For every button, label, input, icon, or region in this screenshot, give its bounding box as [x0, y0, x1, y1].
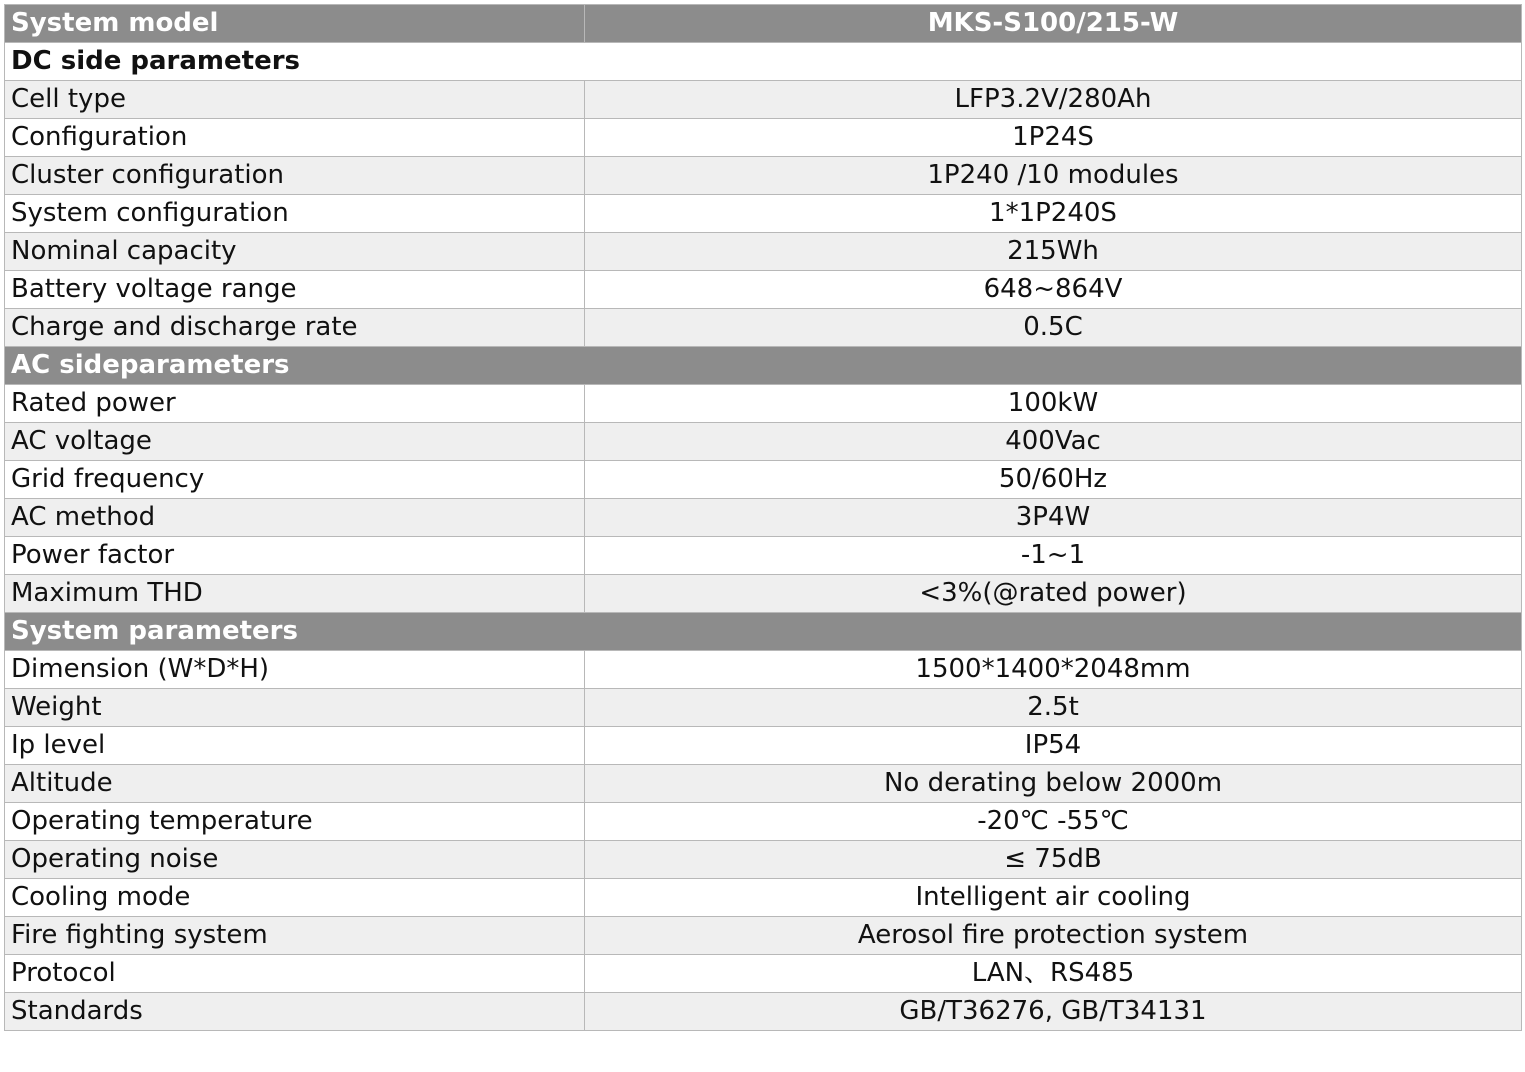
param-label: Cooling mode — [5, 879, 585, 917]
header-model-value: MKS-S100/215-W — [585, 5, 1522, 43]
param-label: Protocol — [5, 955, 585, 993]
table-row — [5, 537, 1522, 575]
param-value: <3%(@rated power) — [585, 575, 1522, 613]
param-label: System configuration — [5, 195, 585, 233]
param-label: Battery voltage range — [5, 271, 585, 309]
section-header-row — [5, 43, 1522, 81]
param-value: 0.5C — [585, 309, 1522, 347]
table-row — [5, 385, 1522, 423]
table-row — [5, 309, 1522, 347]
param-label: Nominal capacity — [5, 233, 585, 271]
param-label: Ip level — [5, 727, 585, 765]
param-value: -1~1 — [585, 537, 1522, 575]
param-value: Aerosol fire protection system — [585, 917, 1522, 955]
table-row — [5, 879, 1522, 917]
param-value: ≤ 75dB — [585, 841, 1522, 879]
section-title: DC side parameters — [5, 43, 1522, 81]
header-label: System model — [5, 5, 585, 43]
param-label: Cell type — [5, 81, 585, 119]
section-header-row — [5, 613, 1522, 651]
param-label: Cluster configuration — [5, 157, 585, 195]
param-label: Operating noise — [5, 841, 585, 879]
param-label: AC voltage — [5, 423, 585, 461]
spec-table — [4, 4, 1522, 1031]
section-title: System parameters — [5, 613, 1522, 651]
param-value: 1P24S — [585, 119, 1522, 157]
table-row — [5, 727, 1522, 765]
table-row — [5, 803, 1522, 841]
param-label: Dimension (W*D*H) — [5, 651, 585, 689]
param-label: Rated power — [5, 385, 585, 423]
param-value: 215Wh — [585, 233, 1522, 271]
param-value: -20℃ -55℃ — [585, 803, 1522, 841]
param-value: 648~864V — [585, 271, 1522, 309]
param-value: GB/T36276, GB/T34131 — [585, 993, 1522, 1031]
section-title: AC sideparameters — [5, 347, 1522, 385]
param-value: 1P240 /10 modules — [585, 157, 1522, 195]
param-value: No derating below 2000m — [585, 765, 1522, 803]
table-row — [5, 499, 1522, 537]
param-value: LFP3.2V/280Ah — [585, 81, 1522, 119]
section-header-row — [5, 347, 1522, 385]
param-value: 100kW — [585, 385, 1522, 423]
table-row — [5, 233, 1522, 271]
table-row — [5, 917, 1522, 955]
param-value: 50/60Hz — [585, 461, 1522, 499]
param-label: Altitude — [5, 765, 585, 803]
table-row — [5, 81, 1522, 119]
table-row — [5, 271, 1522, 309]
param-label: Operating temperature — [5, 803, 585, 841]
table-row — [5, 765, 1522, 803]
spec-table-body — [5, 5, 1522, 1031]
param-label: Maximum THD — [5, 575, 585, 613]
table-row — [5, 651, 1522, 689]
param-label: Grid frequency — [5, 461, 585, 499]
param-label: Fire fighting system — [5, 917, 585, 955]
param-value: 400Vac — [585, 423, 1522, 461]
param-label: Standards — [5, 993, 585, 1031]
table-row — [5, 993, 1522, 1031]
table-row — [5, 423, 1522, 461]
param-label: AC method — [5, 499, 585, 537]
param-value: 3P4W — [585, 499, 1522, 537]
table-row — [5, 841, 1522, 879]
param-label: Charge and discharge rate — [5, 309, 585, 347]
table-row — [5, 195, 1522, 233]
table-row — [5, 461, 1522, 499]
table-header-row — [5, 5, 1522, 43]
param-value: IP54 — [585, 727, 1522, 765]
table-row — [5, 119, 1522, 157]
param-value: 1500*1400*2048mm — [585, 651, 1522, 689]
param-value: 2.5t — [585, 689, 1522, 727]
param-label: Configuration — [5, 119, 585, 157]
table-row — [5, 689, 1522, 727]
param-label: Weight — [5, 689, 585, 727]
param-label: Power factor — [5, 537, 585, 575]
table-row — [5, 157, 1522, 195]
table-row — [5, 955, 1522, 993]
param-value: Intelligent air cooling — [585, 879, 1522, 917]
table-row — [5, 575, 1522, 613]
param-value: 1*1P240S — [585, 195, 1522, 233]
param-value: LAN、RS485 — [585, 955, 1522, 993]
